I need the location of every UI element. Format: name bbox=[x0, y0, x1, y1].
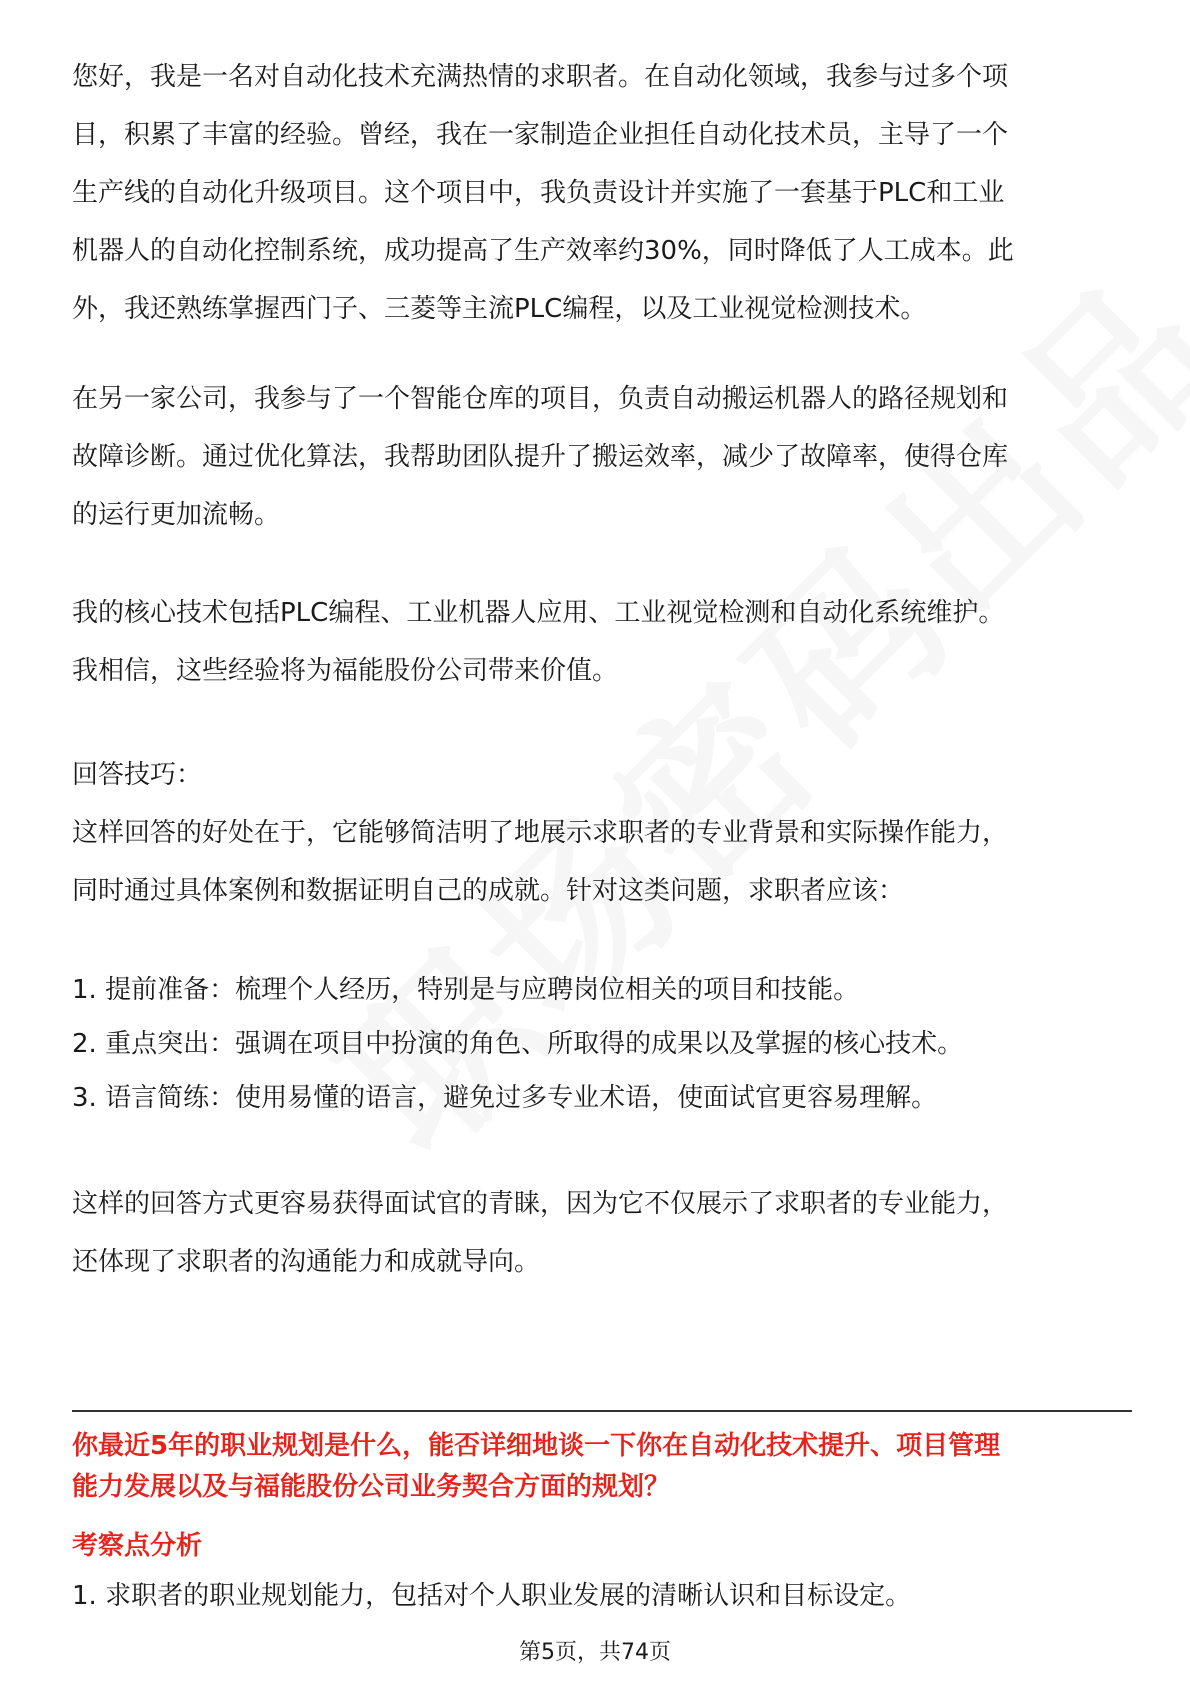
text-line: 我相信，这些经验将为福能股份公司带来价值。 bbox=[72, 656, 619, 686]
skills-paragraph bbox=[72, 584, 1132, 700]
text-line: 同时通过具体案例和数据证明自己的成就。针对这类问题，求职者应该： bbox=[72, 876, 905, 906]
list-item: 3. 语言简练：使用易懂的语言，避免过多专业术语，使面试官更容易理解。 bbox=[72, 1083, 938, 1113]
text-line: 您好，我是一名对自动化技术充满热情的求职者。在自动化领域，我参与过多个项 bbox=[72, 62, 1009, 92]
text-line: 目，积累了丰富的经验。曾经，我在一家制造企业担任自动化技术员，主导了一个 bbox=[72, 120, 1009, 150]
project-paragraph bbox=[72, 370, 1132, 544]
text-line: 在另一家公司，我参与了一个智能仓库的项目，负责自动搬运机器人的路径规划和 bbox=[72, 384, 1009, 414]
question-line: 能力发展以及与福能股份公司业务契合方面的规划？ bbox=[72, 1472, 671, 1502]
question-line: 你最近5年的职业规划是什么，能否详细地谈一下你在自动化技术提升、项目管理 bbox=[72, 1431, 1001, 1461]
tips-paragraph bbox=[72, 746, 1132, 920]
interview-question bbox=[72, 1426, 1132, 1508]
text-line: 生产线的自动化升级项目。这个项目中，我负责设计并实施了一套基于PLC和工业 bbox=[72, 178, 1005, 208]
analysis-point: 1. 求职者的职业规划能力，包括对个人职业发展的清晰认识和目标设定。 bbox=[72, 1581, 912, 1611]
text-line: 机器人的自动化控制系统，成功提高了生产效率约30%，同时降低了人工成本。此 bbox=[72, 236, 1014, 266]
closing-paragraph bbox=[72, 1175, 1132, 1291]
page-number: 第5页，共74页 bbox=[519, 1640, 671, 1665]
list-item: 2. 重点突出：强调在项目中扮演的角色、所取得的成果以及掌握的核心技术。 bbox=[72, 1029, 964, 1059]
text-line: 外，我还熟练掌握西门子、三菱等主流PLC编程，以及工业视觉检测技术。 bbox=[72, 294, 927, 324]
section-divider bbox=[72, 1410, 1132, 1412]
analysis-heading: 考察点分析 bbox=[72, 1531, 203, 1561]
text-line: 这样回答的好处在于，它能够简洁明了地展示求职者的专业背景和实际操作能力， bbox=[72, 818, 1009, 848]
intro-paragraph bbox=[72, 48, 1132, 338]
list-item: 1. 提前准备：梳理个人经历，特别是与应聘岗位相关的项目和技能。 bbox=[72, 975, 860, 1005]
text-line: 这样的回答方式更容易获得面试官的青睐，因为它不仅展示了求职者的专业能力， bbox=[72, 1189, 1009, 1219]
text-line: 故障诊断。通过优化算法，我帮助团队提升了搬运效率，减少了故障率，使得仓库 bbox=[72, 442, 1009, 472]
text-line: 我的核心技术包括PLC编程、工业机器人应用、工业视觉检测和自动化系统维护。 bbox=[72, 598, 1005, 628]
text-line: 的运行更加流畅。 bbox=[72, 500, 281, 530]
tips-heading: 回答技巧： bbox=[72, 760, 203, 790]
text-line: 还体现了求职者的沟通能力和成就导向。 bbox=[72, 1247, 541, 1277]
